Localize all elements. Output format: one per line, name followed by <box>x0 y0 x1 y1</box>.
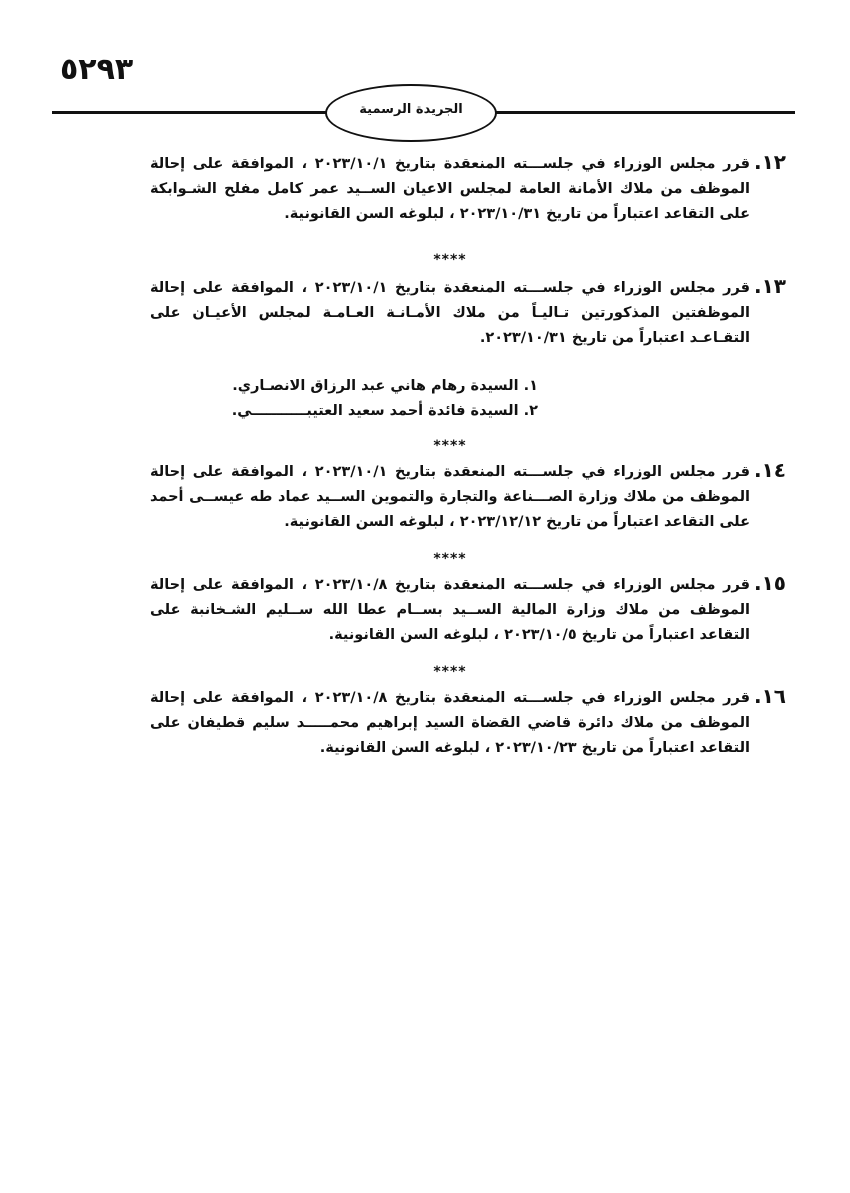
list-item: ٢. السيدة فائدة أحمد سعيد العتيبـــــــــــي. <box>231 403 538 419</box>
decision-text: قرر مجلس الوزراء في جلســـته المنعقدة بتاريخ ٢٠٢٣/١٠/١ ، الموافقة على إحالة الموظفتين المذكورتين تـاليـاً من ملاك الأمـانـة العـامـة لمجلس الأعيـان على التقـاعـد اعتباراً من تاريخ ٢٠٢٣/١٠/٣١. <box>150 280 751 346</box>
decision-13 <box>150 274 786 351</box>
decision-12 <box>150 150 786 227</box>
decision-number: ١٦. <box>753 684 786 708</box>
employees-list <box>150 374 750 424</box>
page-number: ٥٢٩٣ <box>60 52 134 87</box>
decision-number: ١٥. <box>753 571 786 595</box>
decision-number: ١٢. <box>753 150 786 174</box>
decision-15 <box>150 571 786 648</box>
gazette-title-oval <box>325 84 497 142</box>
separator: **** <box>433 664 467 680</box>
gazette-title: الجريدة الرسمية <box>359 101 463 117</box>
decision-text: قرر مجلس الوزراء في جلســـته المنعقدة بتاريخ ٢٠٢٣/١٠/١ ، الموافقة على إحالة الموظف من ملاك وزارة الصـــناعة والتجارة والتموين الســيد عماد طه عيســى أحمد على التقاعد اعتباراً من تاريخ ٢٠٢٣/١٢/١٢ ، لبلوغه السن القانونية. <box>150 464 751 530</box>
separator: **** <box>433 438 467 454</box>
decision-text: قرر مجلس الوزراء في جلســـته المنعقدة بتاريخ ٢٠٢٣/١٠/٨ ، الموافقة على إحالة الموظف من ملاك وزارة المالية الســيد بســام عطا الله ســليم الشـخانبة على التقاعد اعتباراً من تاريخ ٢٠٢٣/١٠/٥ ، لبلوغه السن القانونية. <box>150 577 751 643</box>
separator: **** <box>433 252 467 268</box>
decision-text: قرر مجلس الوزراء في جلســـته المنعقدة بتاريخ ٢٠٢٣/١٠/١ ، الموافقة على إحالة الموظف من ملاك الأمانة العامة لمجلس الاعيان الســيد عمر كامل مفلح الشـوابكة على التقاعد اعتباراً من تاريخ ٢٠٢٣/١٠/٣١ ، لبلوغه السن القانونية. <box>150 156 751 222</box>
separator: **** <box>433 551 467 567</box>
list-item: ١. السيدة رهام هاني عبد الرزاق الانصـاري. <box>232 378 538 394</box>
decision-14 <box>150 458 786 535</box>
decision-number: ١٣. <box>753 274 786 298</box>
decision-number: ١٤. <box>753 458 786 482</box>
decision-text: قرر مجلس الوزراء في جلســـته المنعقدة بتاريخ ٢٠٢٣/١٠/٨ ، الموافقة على إحالة الموظف من ملاك دائرة قاضي القضاة السيد إبراهيم محمـــــد سليم قطيفان على التقاعد اعتباراً من تاريخ ٢٠٢٣/١٠/٢٣ ، لبلوغه السن القانونية. <box>150 690 751 756</box>
decision-16 <box>150 684 786 761</box>
decisions-content <box>150 150 786 761</box>
